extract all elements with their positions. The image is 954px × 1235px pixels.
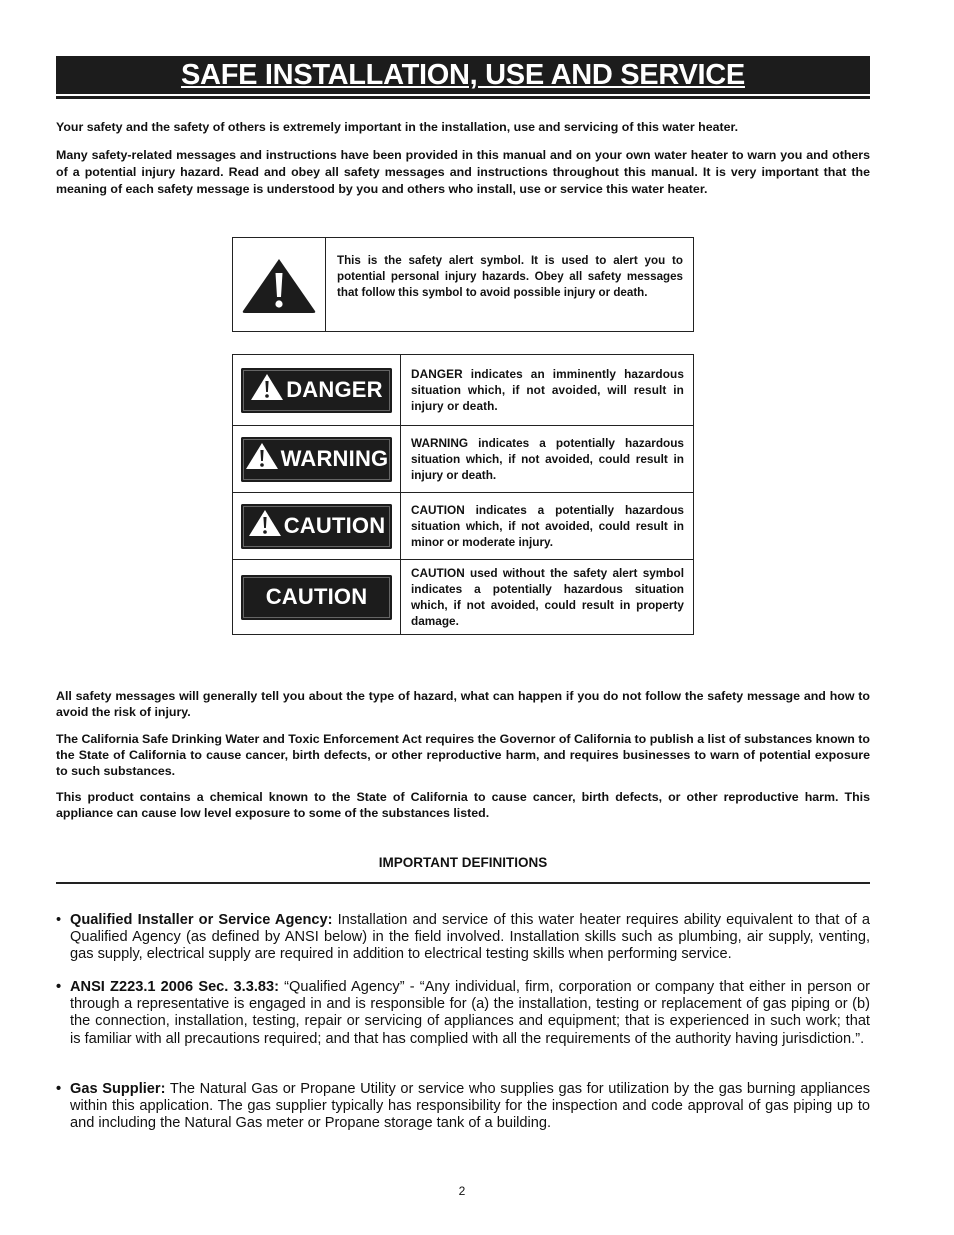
bullet: •: [56, 1081, 62, 1097]
safety-alert-triangle-icon: [239, 255, 319, 315]
warning-description: WARNING indicates a potentially hazardous situation which, if not avoided, could result in injury or death.: [411, 436, 684, 482]
definition-text: The Natural Gas or Propane Utility or service who supplies gas for utilization by the gas burning appliances within this application. The gas supplier typically has responsibility for the inspection and code approval of gas piping up to and including the Natural Gas meter or Propane storage tank of a building.: [70, 1081, 870, 1132]
alert-triangle-icon: [250, 373, 284, 401]
definition-term: Qualified Installer or Service Agency:: [70, 912, 333, 928]
alert-symbol-description: This is the safety alert symbol. It is used to alert you to potential personal injury hazards. Obey all safety messages that follow this symbol to avoid possible injury or death.: [337, 254, 683, 299]
definitions-divider: [56, 882, 870, 884]
safety-messages-paragraph: All safety messages will generally tell you about the type of hazard, what can happen if you do not follow the safety message and how to avoid the risk of injury.: [56, 689, 870, 719]
bullet: •: [56, 912, 62, 928]
definition-text: Installation and service of this water heater requires ability equivalent to that of a Qualified Agency (as defined by ANSI below) in the field involved. Installation skills such as plumbing, air supply, venting, gas supply, electrical supply are required in addition to electrical testing skills when performing service.: [70, 912, 870, 963]
chemical-warning-paragraph: This product contains a chemical known to the State of California to cause cancer, birth defects, or other reproductive harm. This appliance can cause low level exposure to some of the substances listed.: [56, 790, 870, 820]
danger-word: DANGER: [286, 377, 383, 402]
caution-alert-description: CAUTION indicates a potentially hazardous situation which, if not avoided, could result in minor or moderate injury.: [411, 503, 684, 549]
signal-row-caution-property: [233, 560, 693, 634]
warning-label: [241, 437, 392, 482]
definition-term: ANSI Z223.1 2006 Sec. 3.3.83:: [70, 979, 279, 995]
alert-triangle-icon: [248, 509, 282, 537]
definition-text: “Qualified Agency” - “Any individual, firm, corporation or company that either in person or through a representative is engaged in and is responsible for (a) the installation, testing or replacement of gas piping or (b) the connection, installation, testing, repair or servicing of appliances and equipment; that is experienced in such work; that is familiar with all precautions required; and that has complied with all the requirements of the authority having jurisdiction.”.: [70, 979, 870, 1047]
safety-alert-symbol-box: [232, 237, 694, 332]
prop65-paragraph: The California Safe Drinking Water and Toxic Enforcement Act requires the Governor of California to publish a list of substances known to the State of California to cause cancer, birth defects, or other reproductive harm, and requires businesses to warn of potential exposure to such substances.: [56, 732, 870, 778]
caution-alert-label: [241, 504, 392, 549]
signal-row-warning: [233, 426, 693, 493]
alert-icon-cell: [233, 238, 326, 331]
danger-description: DANGER indicates an imminently hazardous situation which, if not avoided, will result in injury or death.: [411, 367, 684, 413]
signal-word-table: [232, 354, 694, 635]
signal-row-danger: [233, 355, 693, 426]
caution-property-label: [241, 575, 392, 620]
definitions-title: IMPORTANT DEFINITIONS: [378, 855, 548, 870]
page-number: 2: [458, 1184, 466, 1198]
caution-word: CAUTION: [283, 513, 386, 538]
signal-row-caution-alert: [233, 493, 693, 560]
alert-triangle-icon: [245, 442, 279, 470]
danger-label: [241, 368, 392, 413]
bullet: •: [56, 979, 62, 995]
definition-item: [56, 912, 870, 964]
warning-word: WARNING: [280, 446, 389, 471]
caution-property-description: CAUTION used without the safety alert symbol indicates a potentially hazardous situation which, if not avoided, could result in property damage.: [411, 566, 684, 628]
definition-term: Gas Supplier:: [70, 1081, 166, 1097]
caution-word: CAUTION: [265, 584, 368, 609]
intro-paragraph-2: Many safety-related messages and instructions have been provided in this manual and on your own water heater to warn you and others of a potential injury hazard. Read and obey all safety messages and instructions throughout this manual. It is very important that the meaning of each safety message is understood by you and others who install, use or service this water heater.: [56, 148, 870, 196]
intro-paragraph-1: Your safety and the safety of others is extremely important in the installation, use and servicing of this water heater.: [56, 120, 739, 134]
page-header: [56, 56, 870, 96]
page-title: SAFE INSTALLATION, USE AND SERVICE: [181, 59, 745, 91]
definition-item: [56, 979, 870, 1048]
definition-item: [56, 1081, 870, 1133]
